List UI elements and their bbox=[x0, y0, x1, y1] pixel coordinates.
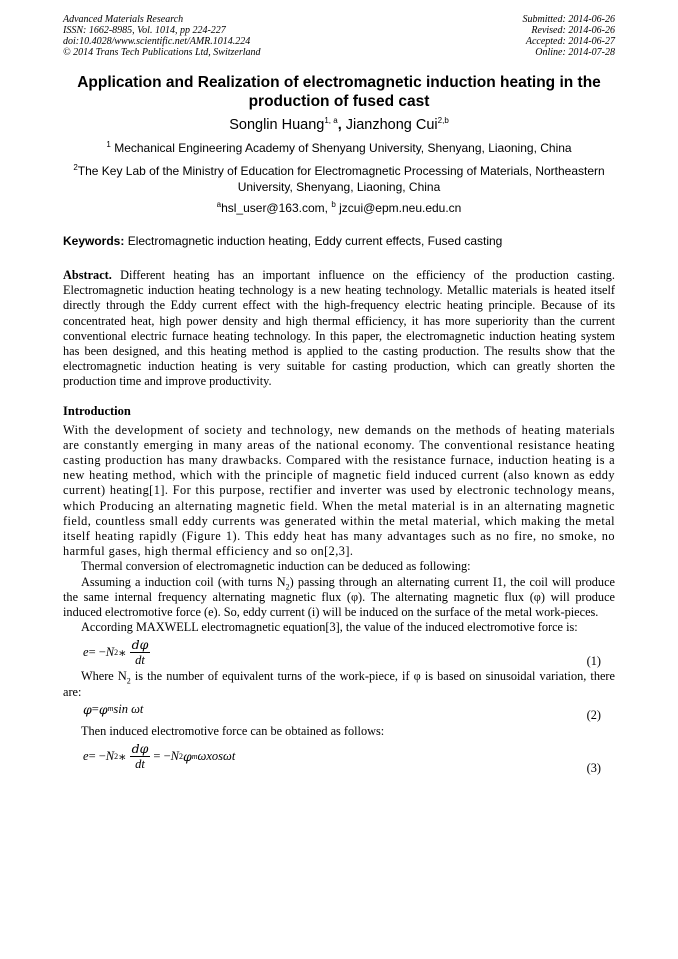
intro-p5-a: Where N bbox=[81, 669, 127, 684]
eq3-star: ∗ bbox=[118, 749, 127, 764]
paper-title: Application and Realization of electromagnetic induction heating in the production of fused cast bbox=[77, 74, 601, 110]
dates-info bbox=[523, 14, 616, 58]
eq2-rest: sin ωt bbox=[113, 701, 144, 716]
intro-paragraph-4: According MAXWELL electromagnetic equation[3], the value of the induced electromotive force is: bbox=[81, 620, 578, 635]
email-a: hsl_user@163.com, bbox=[221, 201, 332, 215]
affiliation-2-text: The Key Lab of the Ministry of Education for Electromagnetic Processing of Materials, Northeastern University, Shenyang, Liaoning, China bbox=[77, 164, 605, 194]
revised-date: Revised: 2014-06-26 bbox=[531, 25, 615, 36]
eq3-mid: = − bbox=[153, 749, 171, 764]
eq1-numerator: dφ bbox=[131, 637, 149, 653]
eq1-star: ∗ bbox=[118, 645, 127, 660]
eq1-op: = − bbox=[88, 645, 106, 660]
issn: ISSN: 1662-8985, Vol. 1014, pp 224-227 bbox=[63, 25, 226, 36]
equation-3-expression: e = − N 2 ∗ $\frac{d\varphi}{dt}$ = − N 2 φ m ωxosωt bbox=[83, 741, 236, 772]
eq2-phi: φ bbox=[98, 701, 108, 717]
copyright: © 2014 Trans Tech Publications Ltd, Switzerland bbox=[63, 47, 261, 58]
submitted-date: Submitted: 2014-06-26 bbox=[522, 14, 615, 25]
section-heading-introduction: Introduction bbox=[63, 403, 131, 418]
eq3-phi: φ bbox=[182, 749, 192, 765]
eq3-n: N bbox=[105, 749, 115, 764]
author-1-sup: 1, a bbox=[324, 116, 338, 126]
intro-paragraph-5 bbox=[63, 669, 615, 699]
online-date: Online: 2014-07-28 bbox=[535, 47, 615, 58]
affiliation-1 bbox=[63, 140, 615, 156]
email-b-sup: b bbox=[331, 200, 336, 209]
eq3-denominator: dt bbox=[135, 757, 145, 772]
author-list bbox=[63, 116, 615, 135]
equation-3 bbox=[63, 739, 615, 777]
eq1-n: N bbox=[105, 645, 115, 660]
affiliation-1-text: Mechanical Engineering Academy of Shenyang University, Shenyang, Liaoning, China bbox=[110, 141, 572, 155]
eq3-numerator: dφ bbox=[131, 741, 149, 757]
eq3-fraction bbox=[130, 742, 151, 771]
equation-2-expression: φ = φ m sin ωt bbox=[83, 701, 144, 717]
eq3-lhs: e bbox=[83, 749, 89, 764]
abstract-label: Abstract. bbox=[63, 268, 112, 282]
intro-paragraph-6: Then induced electromotive force can be obtained as follows: bbox=[81, 723, 385, 738]
author-separator: , bbox=[337, 117, 342, 133]
emails bbox=[63, 201, 615, 216]
intro-paragraph-3 bbox=[63, 575, 615, 621]
keywords-text: Electromagnetic induction heating, Eddy current effects, Fused casting bbox=[124, 234, 503, 248]
eq2-lhs: φ bbox=[83, 701, 92, 717]
eq2-op: = bbox=[91, 701, 99, 716]
intro-paragraph-2: Thermal conversion of electromagnetic induction can be deduced as following: bbox=[81, 559, 471, 574]
equation-1 bbox=[63, 635, 615, 669]
equation-2 bbox=[63, 700, 615, 724]
journal-name: Advanced Materials Research bbox=[63, 14, 184, 25]
doi: doi:10.4028/www.scientific.net/AMR.1014.224 bbox=[63, 36, 251, 47]
affiliation-2-sup: 2 bbox=[73, 163, 78, 172]
author-1: Songlin Huang bbox=[229, 117, 325, 133]
eq3-n2: N bbox=[170, 749, 179, 764]
eq1-fraction bbox=[130, 638, 151, 667]
paper-page bbox=[63, 14, 615, 777]
eq1-denominator: dt bbox=[135, 653, 145, 668]
abstract bbox=[63, 268, 615, 390]
accepted-date: Accepted: 2014-06-27 bbox=[525, 36, 615, 47]
keywords bbox=[63, 234, 615, 249]
affiliation-1-sup: 1 bbox=[106, 140, 111, 149]
intro-paragraph-1: With the development of society and technology, new demands on the methods of heating materials are constantly emerging in many areas of the national economy. The conventional resistance heating casting production has many drawbacks. Compared with the resistance furnace, induction heating is a new heating method, which with the principle of magnetic field induced current (also known as eddy current) heating[1]. For this purpose, rectifier and inverter was used by electronic technology means, which Producing an alternating magnetic field. When the metal material is in an alternating magnetic field, countless small eddy currents was generated within the metal material, which making the metal itself heating rapidly (Figure 1). This eddy heat has many advantages such as no fire, no smoke, no harmful gases, high thermal efficiency and so on[2,3]. bbox=[63, 422, 615, 559]
keywords-label: Keywords: bbox=[63, 234, 125, 248]
intro-p3-a: Assuming a induction coil (with turns N bbox=[81, 574, 286, 589]
equation-3-number: (3) bbox=[586, 761, 601, 776]
intro-p5-sub: 2 bbox=[126, 676, 131, 686]
eq3-rest: ωxosωt bbox=[197, 749, 236, 764]
abstract-text: Different heating has an important influence on the efficiency of the production casting. Electromagnetic induction heating technology is a new heating technology. Metallic materials is heated itself directly through the Eddy current effect with the high-frequency electric heating principle. Because of its concentrated heat, high power density and high thermal efficiency, it has more superiority than the current conventional electric furnace heating technology. In this paper, the electromagnetic induction heating system has been designed, and this heating method is applied to the casting production. The results show that the electromagnetic induction heating is very suitable for casting production, which can greatly shorten the production time and improve productivity. bbox=[63, 268, 615, 389]
journal-info bbox=[63, 14, 261, 58]
publication-header bbox=[63, 14, 615, 58]
eq3-op: = − bbox=[88, 749, 106, 764]
intro-p3-sub: 2 bbox=[285, 582, 290, 592]
email-a-sup: a bbox=[216, 200, 222, 209]
email-b: jzcui@epm.neu.edu.cn bbox=[335, 201, 462, 215]
equation-2-number: (2) bbox=[586, 707, 601, 722]
author-2: Jianzhong Cui bbox=[341, 117, 438, 133]
author-2-sup: 2,b bbox=[437, 116, 449, 126]
intro-p3-b: ) passing through an alternating current I1, the coil will produce the same internal frequency alternating magnetic flux (φ). The alternating magnetic flux (φ) will produce induced electromotive force (e). So, eddy current (i) will be induced on the surface of the metal work-pieces. bbox=[63, 574, 615, 620]
affiliation-2 bbox=[63, 163, 615, 195]
eq1-lhs: e bbox=[83, 645, 89, 660]
equation-1-expression: e = − N 2 ∗ $\frac{d\varphi}{dt}$ bbox=[83, 637, 149, 668]
equation-1-number: (1) bbox=[586, 654, 601, 669]
intro-p5-b: is the number of equivalent turns of the work-piece, if φ is based on sinusoidal variation, there are: bbox=[63, 669, 615, 699]
